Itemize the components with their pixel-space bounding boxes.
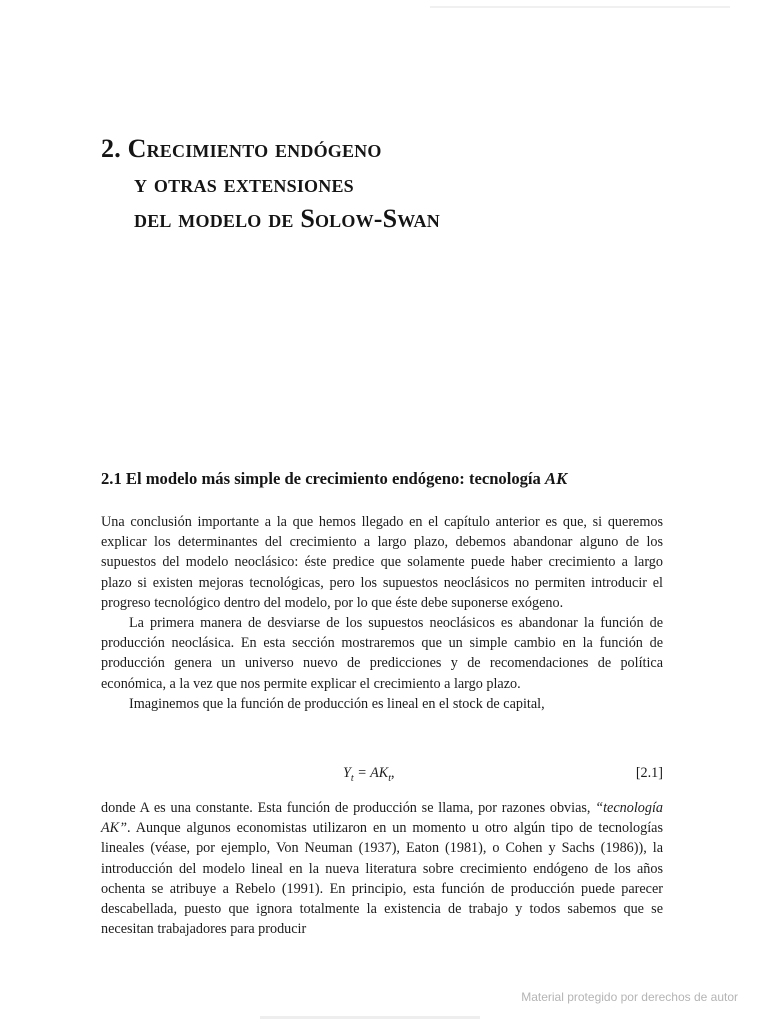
chapter-title-line-3: del modelo de Solow-Swan [134, 204, 440, 233]
paragraph-1: Una conclusión importante a la que hemos llegado en el capítulo anterior es que, si queremos explicar los determinantes del crecimiento a largo plazo, debemos abandonar alguno de los supuestos del modelo neoclásico: éste predice que solamente puede haber crecimiento a largo plazo si existen mejoras tecnológicas, pero los supuestos neoclásicos no permiten introducir el progreso tecnológico dentro del modelo, por lo que éste debe suponerse exógeno. [101, 514, 663, 611]
equation-row [101, 765, 663, 787]
paragraph-4: donde A es una constante. Esta función de producción se llama, por razones obvias, “tecnología AK”. Aunque algunos economistas utilizaron en un momento u otro algún tipo de tecnologías lineales (véase, por ejemplo, Von Neuman (1937), Eaton (1981), o Cohen y Sachs (1986)), la introducción del modelo lineal en la nueva literatura sobre crecimiento endógeno de los años ochenta se atribuye a Rebelo (1991). En principio, esta función de producción puede parecer descabellada, puesto que ignora totalmente la existencia de trabajo y todos sabemos que se necesitan trabajadores para producir [101, 800, 663, 938]
scan-mark-bottom [260, 1016, 480, 1019]
equation-number: [2.1] [635, 765, 663, 781]
chapter-title-line-1: 2. Crecimiento endógeno [101, 134, 382, 163]
chapter-title-line-2: y otras extensiones [134, 169, 354, 198]
scan-mark-top [430, 6, 730, 8]
chapter-number: 2. [101, 134, 121, 163]
body-text-continued [101, 798, 663, 939]
chapter-title [101, 131, 621, 236]
paragraph-2: La primera manera de desviarse de los supuestos neoclásicos es abandonar la función de producción neoclásica. En esta sección mostraremos que un simple cambio en la función de producción genera un universo nuevo de predicciones y de recomendaciones de política económica, a la vez que nos permite explicar el crecimiento a largo plazo. [101, 615, 663, 692]
paragraph-3: Imaginemos que la función de producción es lineal en el stock de capital, [129, 695, 545, 712]
copyright-watermark: Material protegido por derechos de autor [521, 990, 738, 1004]
equation: $Y_t = AK_t$, [343, 765, 395, 784]
section-heading: 2.1 El modelo más simple de crecimiento endógeno: tecnología AK [101, 469, 568, 488]
body-text [101, 512, 663, 714]
